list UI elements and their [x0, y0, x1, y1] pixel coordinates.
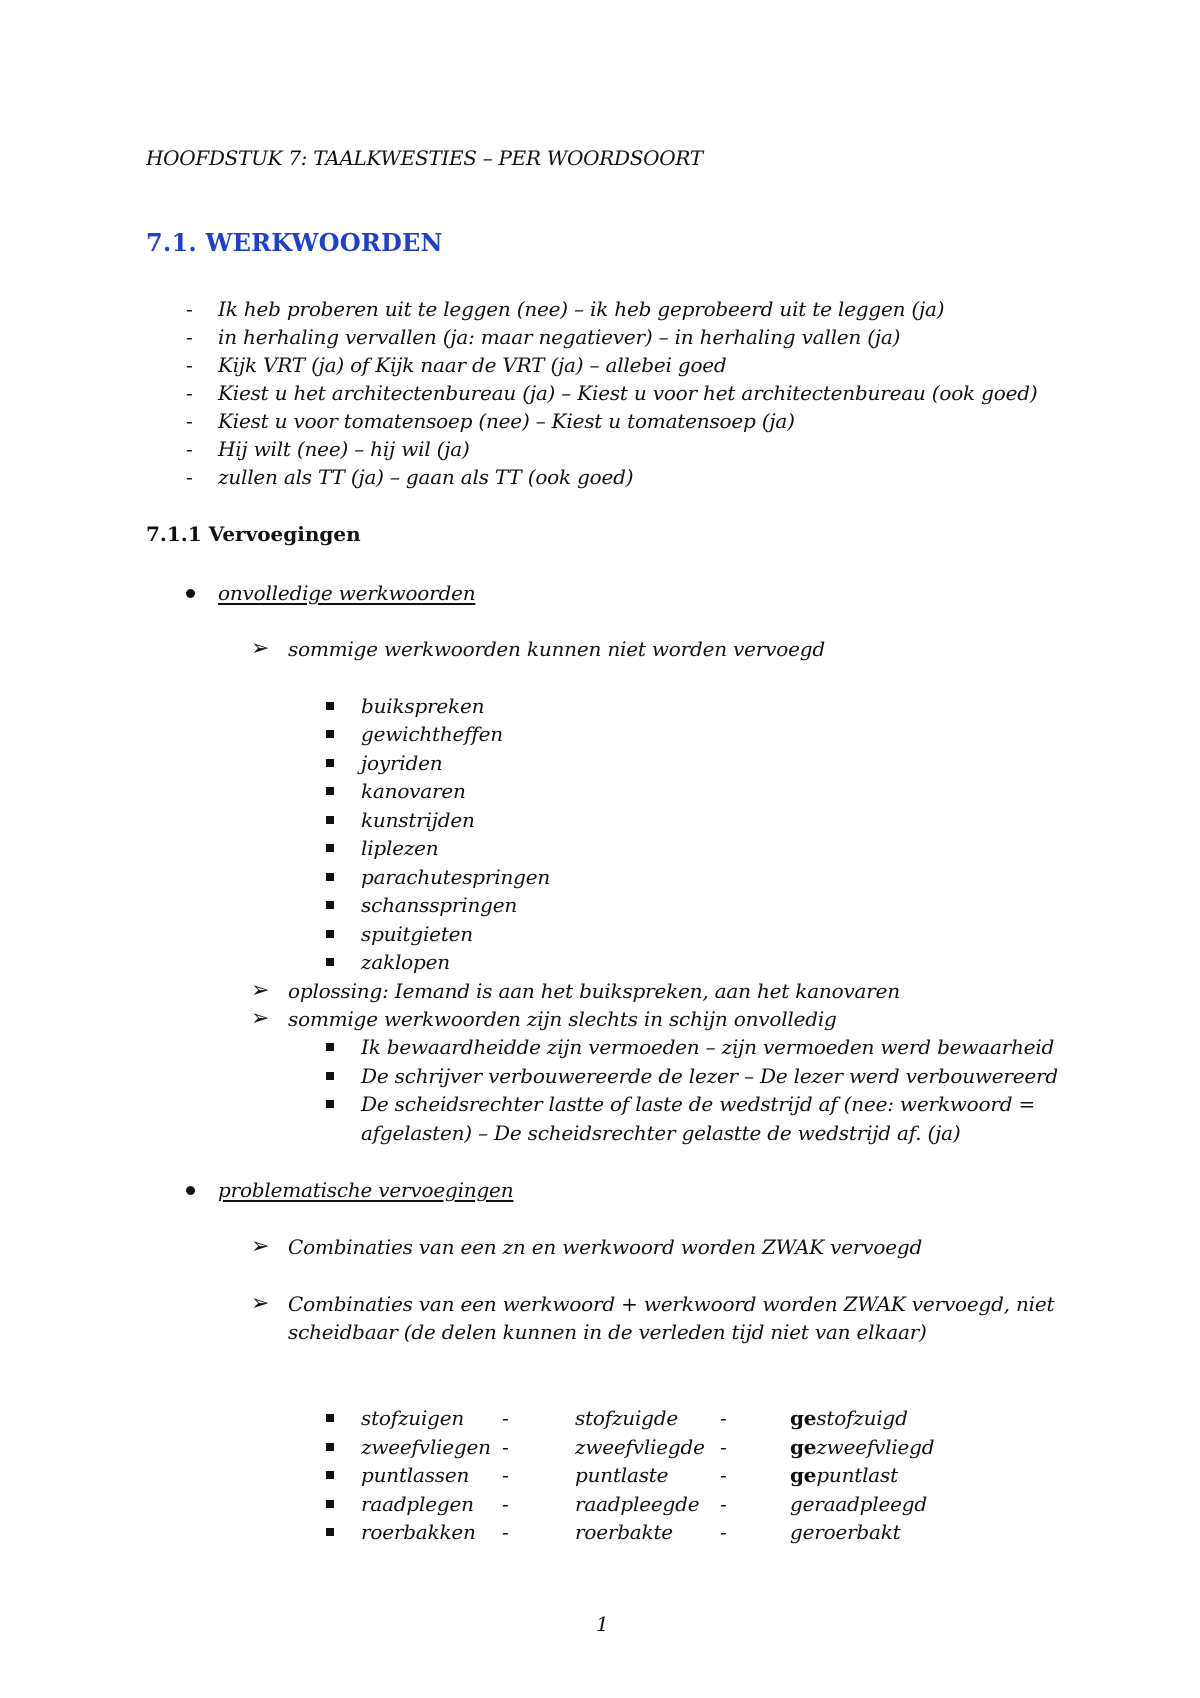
list-item: oplossing: Iemand is aan het buikspreken, aan het kanovaren [288, 979, 900, 1003]
list-item: gewichtheffen [361, 722, 503, 746]
infinitive-cell: stofzuigen [361, 1406, 465, 1430]
square-bullet [326, 1414, 334, 1422]
list-item: Hij wilt (nee) – hij wil (ja) [218, 437, 470, 461]
square-bullet [326, 702, 334, 710]
topic-label: problematische vervoegingen [218, 1178, 514, 1202]
list-item: kunstrijden [361, 808, 475, 832]
subsection-title: 7.1.1 Vervoegingen [146, 522, 361, 546]
list-item: Combinaties van een werkwoord + werkwoord worden ZWAK vervoegd, niet [288, 1292, 1055, 1316]
square-bullet [326, 873, 334, 881]
list-item: zaklopen [361, 950, 450, 974]
participle-prefix: ge [790, 1435, 817, 1459]
participle-cell [790, 1490, 927, 1518]
participle-prefix: ge [790, 1463, 817, 1487]
list-item: joyriden [361, 751, 443, 775]
list-item: Ik heb proberen uit te leggen (nee) – ik heb geprobeerd uit te leggen (ja) [218, 297, 945, 321]
past-tense-cell: puntlaste [575, 1463, 669, 1487]
participle-cell [790, 1404, 908, 1432]
arrow-bullet-icon: ➢ [251, 636, 270, 661]
square-bullet [326, 759, 334, 767]
list-item: buikspreken [361, 694, 485, 718]
chapter-heading: HOOFDSTUK 7: TAALKWESTIES – PER WOORDSOORT [146, 146, 703, 170]
past-tense-cell: zweefvliegde [575, 1435, 705, 1459]
list-item: Kiest u voor tomatensoep (nee) – Kiest u tomatensoep (ja) [218, 409, 795, 433]
arrow-bullet-icon: ➢ [251, 978, 270, 1003]
square-bullet [326, 787, 334, 795]
square-bullet [326, 1043, 334, 1051]
dash-marker: - [186, 297, 193, 321]
separator: - [502, 1520, 509, 1544]
square-bullet [326, 844, 334, 852]
participle-cell [790, 1518, 901, 1546]
separator: - [720, 1406, 727, 1430]
page-number: 1 [596, 1612, 609, 1636]
separator: - [502, 1492, 509, 1516]
participle-stem: geraadpleegd [790, 1492, 927, 1516]
separator: - [502, 1435, 509, 1459]
square-bullet [326, 1443, 334, 1451]
dash-marker: - [186, 409, 193, 433]
past-tense-cell: stofzuigde [575, 1406, 679, 1430]
square-bullet [326, 1471, 334, 1479]
past-tense-cell: raadpleegde [575, 1492, 700, 1516]
arrow-bullet-icon: ➢ [251, 1234, 270, 1259]
participle-stem: geroerbakt [790, 1520, 901, 1544]
list-item: Kiest u het architectenbureau (ja) – Kiest u voor het architectenbureau (ook goed) [218, 381, 1038, 405]
list-item-continuation: afgelasten) – De scheidsrechter gelastte de wedstrijd af. (ja) [361, 1121, 961, 1145]
participle-prefix: ge [790, 1406, 817, 1430]
square-bullet [326, 901, 334, 909]
dash-marker: - [186, 353, 193, 377]
list-item: sommige werkwoorden kunnen niet worden vervoegd [288, 637, 825, 661]
section-title: 7.1. WERKWOORDEN [146, 228, 443, 257]
participle-cell [790, 1461, 898, 1489]
list-item: De scheidsrechter lastte of laste de wedstrijd af (nee: werkwoord = [361, 1092, 1036, 1116]
dash-marker: - [186, 325, 193, 349]
list-item: zullen als TT (ja) – gaan als TT (ook goed) [218, 465, 634, 489]
square-bullet [326, 1528, 334, 1536]
participle-stem: stofzuigd [816, 1406, 908, 1430]
past-tense-cell: roerbakte [575, 1520, 673, 1544]
square-bullet [326, 1072, 334, 1080]
list-item: spuitgieten [361, 922, 473, 946]
separator: - [502, 1463, 509, 1487]
square-bullet [326, 816, 334, 824]
square-bullet [326, 1500, 334, 1508]
infinitive-cell: puntlassen [361, 1463, 470, 1487]
infinitive-cell: raadplegen [361, 1492, 474, 1516]
dash-marker: - [186, 465, 193, 489]
infinitive-cell: zweefvliegen [361, 1435, 491, 1459]
arrow-bullet-icon: ➢ [251, 1006, 270, 1031]
list-item: parachutespringen [361, 865, 551, 889]
list-item: Ik bewaardheidde zijn vermoeden – zijn vermoeden werd bewaarheid [361, 1035, 1055, 1059]
list-item: schansspringen [361, 893, 518, 917]
participle-stem: puntlast [816, 1463, 898, 1487]
separator: - [720, 1520, 727, 1544]
list-item: De schrijver verbouwereerde de lezer – De lezer werd verbouwereerd [361, 1064, 1059, 1088]
dash-marker: - [186, 437, 193, 461]
bullet-dot [186, 589, 195, 598]
square-bullet [326, 958, 334, 966]
list-item: in herhaling vervallen (ja: maar negatiever) – in herhaling vallen (ja) [218, 325, 901, 349]
separator: - [720, 1492, 727, 1516]
topic-label: onvolledige werkwoorden [218, 581, 476, 605]
list-item: sommige werkwoorden zijn slechts in schijn onvolledig [288, 1007, 837, 1031]
arrow-bullet-icon: ➢ [251, 1291, 270, 1316]
separator: - [502, 1406, 509, 1430]
dash-marker: - [186, 381, 193, 405]
participle-stem: zweefvliegd [816, 1435, 935, 1459]
list-item: Combinaties van een zn en werkwoord worden ZWAK vervoegd [288, 1235, 923, 1259]
list-item: Kijk VRT (ja) of Kijk naar de VRT (ja) – allebei goed [218, 353, 727, 377]
square-bullet [326, 1100, 334, 1108]
list-item-continuation: scheidbaar (de delen kunnen in de verleden tijd niet van elkaar) [288, 1320, 927, 1344]
square-bullet [326, 930, 334, 938]
list-item: liplezen [361, 836, 439, 860]
list-item: kanovaren [361, 779, 466, 803]
separator: - [720, 1435, 727, 1459]
participle-cell [790, 1433, 934, 1461]
infinitive-cell: roerbakken [361, 1520, 476, 1544]
bullet-dot [186, 1186, 195, 1195]
square-bullet [326, 730, 334, 738]
separator: - [720, 1463, 727, 1487]
